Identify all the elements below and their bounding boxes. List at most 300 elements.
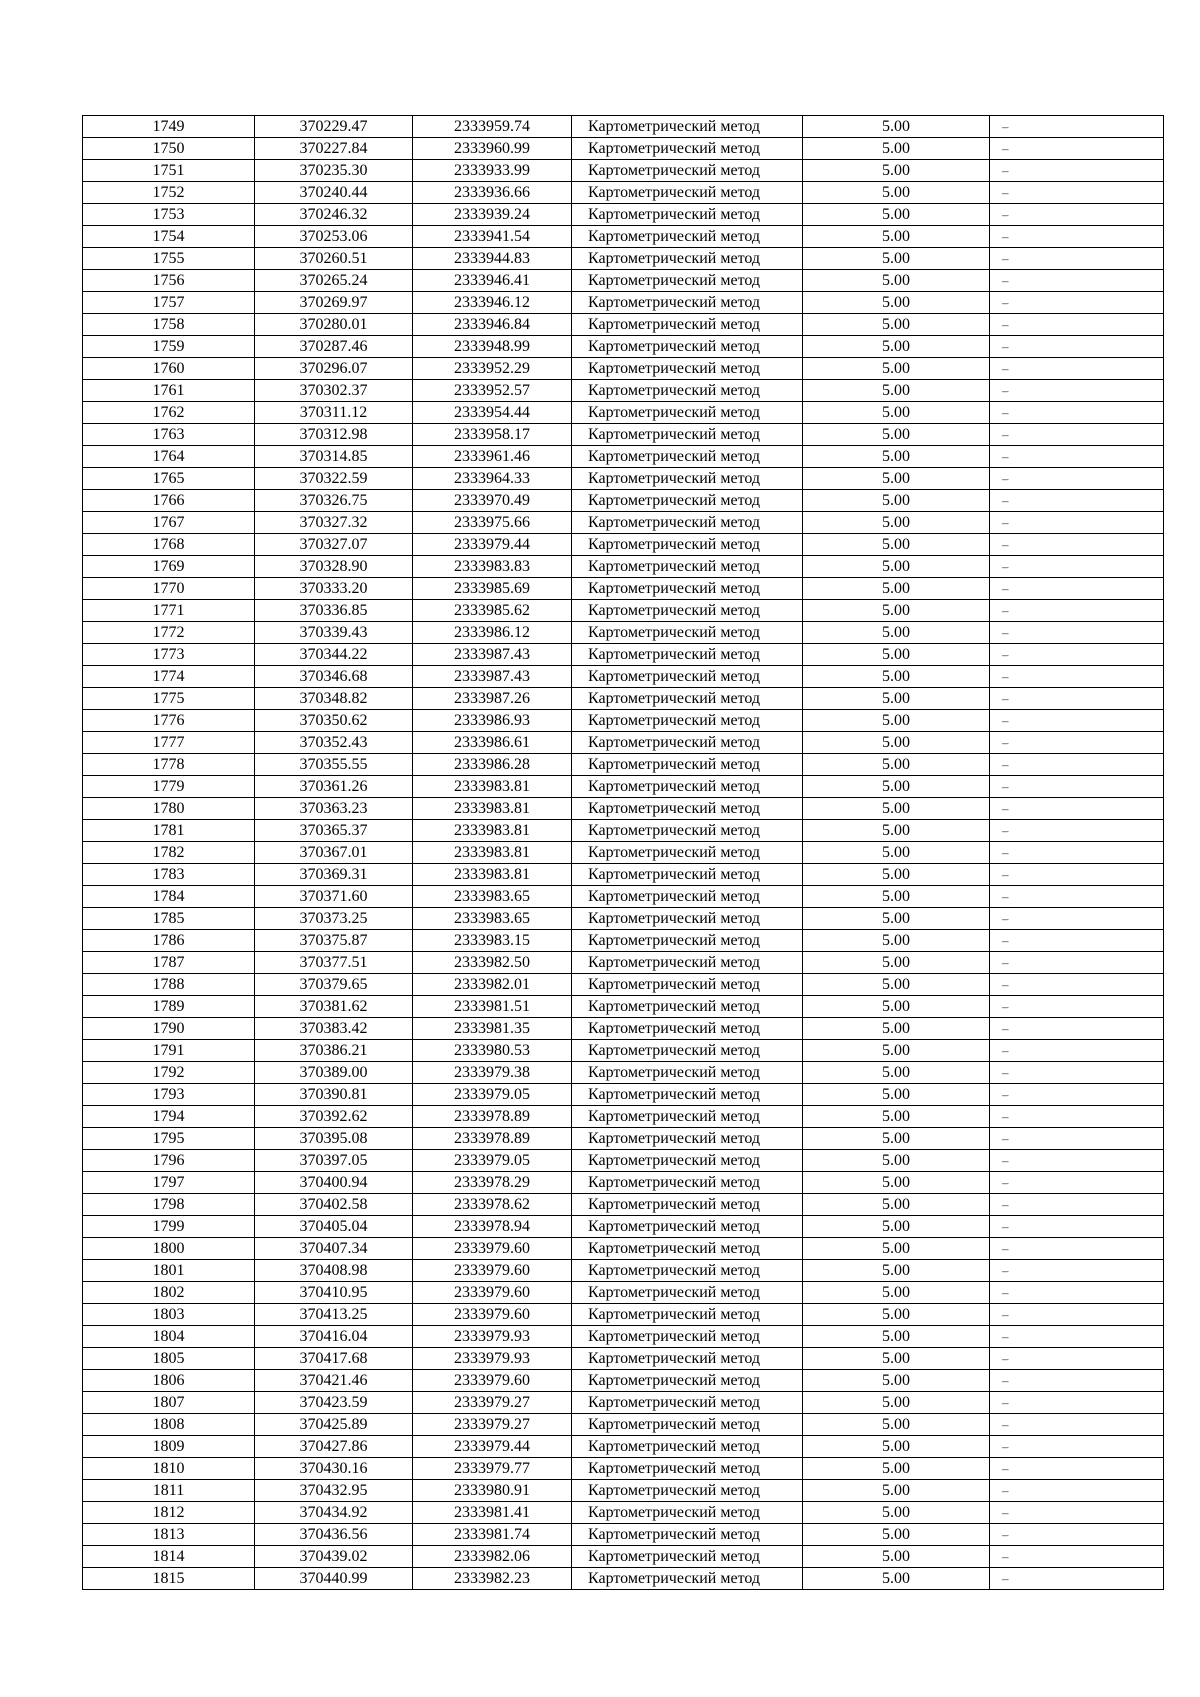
x-coordinate-cell: 370379.65 — [255, 974, 413, 996]
table-row — [83, 380, 1164, 402]
point-number-cell: 1787 — [83, 952, 255, 974]
accuracy-cell: 5.00 — [803, 1106, 990, 1128]
point-number-cell: 1784 — [83, 886, 255, 908]
table-row — [83, 1128, 1164, 1150]
y-coordinate-cell: 2333979.60 — [413, 1370, 572, 1392]
accuracy-cell: 5.00 — [803, 1480, 990, 1502]
table-row — [83, 1172, 1164, 1194]
accuracy-cell: 5.00 — [803, 1326, 990, 1348]
note-cell: – — [990, 776, 1164, 798]
y-coordinate-cell: 2333961.46 — [413, 446, 572, 468]
accuracy-cell: 5.00 — [803, 1524, 990, 1546]
point-number-cell: 1765 — [83, 468, 255, 490]
table-row — [83, 1304, 1164, 1326]
point-number-cell: 1777 — [83, 732, 255, 754]
method-cell: Картометрический метод — [572, 666, 803, 688]
x-coordinate-cell: 370328.90 — [255, 556, 413, 578]
point-number-cell: 1774 — [83, 666, 255, 688]
point-number-cell: 1800 — [83, 1238, 255, 1260]
note-cell: – — [990, 1392, 1164, 1414]
y-coordinate-cell: 2333978.94 — [413, 1216, 572, 1238]
method-cell: Картометрический метод — [572, 1238, 803, 1260]
x-coordinate-cell: 370363.23 — [255, 798, 413, 820]
point-number-cell: 1751 — [83, 160, 255, 182]
y-coordinate-cell: 2333986.93 — [413, 710, 572, 732]
method-cell: Картометрический метод — [572, 1260, 803, 1282]
x-coordinate-cell: 370392.62 — [255, 1106, 413, 1128]
accuracy-cell: 5.00 — [803, 1238, 990, 1260]
table-row — [83, 930, 1164, 952]
table-row — [83, 644, 1164, 666]
note-cell: – — [990, 600, 1164, 622]
accuracy-cell: 5.00 — [803, 1282, 990, 1304]
x-coordinate-cell: 370253.06 — [255, 226, 413, 248]
point-number-cell: 1767 — [83, 512, 255, 534]
point-number-cell: 1789 — [83, 996, 255, 1018]
y-coordinate-cell: 2333983.81 — [413, 864, 572, 886]
y-coordinate-cell: 2333982.01 — [413, 974, 572, 996]
x-coordinate-cell: 370407.34 — [255, 1238, 413, 1260]
point-number-cell: 1782 — [83, 842, 255, 864]
y-coordinate-cell: 2333975.66 — [413, 512, 572, 534]
method-cell: Картометрический метод — [572, 1546, 803, 1568]
accuracy-cell: 5.00 — [803, 204, 990, 226]
y-coordinate-cell: 2333941.54 — [413, 226, 572, 248]
note-cell: – — [990, 490, 1164, 512]
note-cell: – — [990, 1436, 1164, 1458]
note-cell: – — [990, 314, 1164, 336]
accuracy-cell: 5.00 — [803, 754, 990, 776]
accuracy-cell: 5.00 — [803, 358, 990, 380]
accuracy-cell: 5.00 — [803, 1436, 990, 1458]
table-row — [83, 1040, 1164, 1062]
table-row — [83, 1084, 1164, 1106]
table-row — [83, 1348, 1164, 1370]
accuracy-cell: 5.00 — [803, 1084, 990, 1106]
accuracy-cell: 5.00 — [803, 1062, 990, 1084]
point-number-cell: 1768 — [83, 534, 255, 556]
method-cell: Картометрический метод — [572, 1524, 803, 1546]
x-coordinate-cell: 370439.02 — [255, 1546, 413, 1568]
method-cell: Картометрический метод — [572, 512, 803, 534]
method-cell: Картометрический метод — [572, 182, 803, 204]
y-coordinate-cell: 2333954.44 — [413, 402, 572, 424]
note-cell: – — [990, 226, 1164, 248]
y-coordinate-cell: 2333946.84 — [413, 314, 572, 336]
x-coordinate-cell: 370408.98 — [255, 1260, 413, 1282]
x-coordinate-cell: 370327.07 — [255, 534, 413, 556]
point-number-cell: 1799 — [83, 1216, 255, 1238]
x-coordinate-cell: 370367.01 — [255, 842, 413, 864]
method-cell: Картометрический метод — [572, 864, 803, 886]
accuracy-cell: 5.00 — [803, 908, 990, 930]
y-coordinate-cell: 2333979.77 — [413, 1458, 572, 1480]
table-row — [83, 974, 1164, 996]
table-row — [83, 1546, 1164, 1568]
point-number-cell: 1757 — [83, 292, 255, 314]
table-row — [83, 1238, 1164, 1260]
method-cell: Картометрический метод — [572, 248, 803, 270]
method-cell: Картометрический метод — [572, 1282, 803, 1304]
method-cell: Картометрический метод — [572, 116, 803, 138]
point-number-cell: 1802 — [83, 1282, 255, 1304]
y-coordinate-cell: 2333952.57 — [413, 380, 572, 402]
accuracy-cell: 5.00 — [803, 270, 990, 292]
x-coordinate-cell: 370434.92 — [255, 1502, 413, 1524]
point-number-cell: 1810 — [83, 1458, 255, 1480]
note-cell: – — [990, 336, 1164, 358]
point-number-cell: 1770 — [83, 578, 255, 600]
x-coordinate-cell: 370287.46 — [255, 336, 413, 358]
y-coordinate-cell: 2333983.81 — [413, 798, 572, 820]
method-cell: Картометрический метод — [572, 446, 803, 468]
point-number-cell: 1808 — [83, 1414, 255, 1436]
y-coordinate-cell: 2333980.91 — [413, 1480, 572, 1502]
point-number-cell: 1807 — [83, 1392, 255, 1414]
point-number-cell: 1776 — [83, 710, 255, 732]
table-row — [83, 248, 1164, 270]
x-coordinate-cell: 370302.37 — [255, 380, 413, 402]
note-cell: – — [990, 424, 1164, 446]
note-cell: – — [990, 1172, 1164, 1194]
x-coordinate-cell: 370352.43 — [255, 732, 413, 754]
point-number-cell: 1803 — [83, 1304, 255, 1326]
table-row — [83, 842, 1164, 864]
point-number-cell: 1755 — [83, 248, 255, 270]
method-cell: Картометрический метод — [572, 1480, 803, 1502]
y-coordinate-cell: 2333982.50 — [413, 952, 572, 974]
table-row — [83, 666, 1164, 688]
x-coordinate-cell: 370371.60 — [255, 886, 413, 908]
method-cell: Картометрический метод — [572, 424, 803, 446]
note-cell: – — [990, 446, 1164, 468]
note-cell: – — [990, 1480, 1164, 1502]
accuracy-cell: 5.00 — [803, 974, 990, 996]
accuracy-cell: 5.00 — [803, 556, 990, 578]
point-number-cell: 1753 — [83, 204, 255, 226]
point-number-cell: 1783 — [83, 864, 255, 886]
y-coordinate-cell: 2333944.83 — [413, 248, 572, 270]
y-coordinate-cell: 2333979.27 — [413, 1414, 572, 1436]
note-cell: – — [990, 248, 1164, 270]
accuracy-cell: 5.00 — [803, 1172, 990, 1194]
accuracy-cell: 5.00 — [803, 1018, 990, 1040]
point-number-cell: 1750 — [83, 138, 255, 160]
x-coordinate-cell: 370269.97 — [255, 292, 413, 314]
table-row — [83, 1062, 1164, 1084]
accuracy-cell: 5.00 — [803, 644, 990, 666]
accuracy-cell: 5.00 — [803, 732, 990, 754]
accuracy-cell: 5.00 — [803, 182, 990, 204]
x-coordinate-cell: 370400.94 — [255, 1172, 413, 1194]
point-number-cell: 1812 — [83, 1502, 255, 1524]
point-number-cell: 1785 — [83, 908, 255, 930]
note-cell: – — [990, 952, 1164, 974]
x-coordinate-cell: 370296.07 — [255, 358, 413, 380]
table-row — [83, 534, 1164, 556]
accuracy-cell: 5.00 — [803, 1194, 990, 1216]
x-coordinate-cell: 370373.25 — [255, 908, 413, 930]
note-cell: – — [990, 512, 1164, 534]
note-cell: – — [990, 732, 1164, 754]
x-coordinate-cell: 370413.25 — [255, 1304, 413, 1326]
accuracy-cell: 5.00 — [803, 248, 990, 270]
table-row — [83, 776, 1164, 798]
accuracy-cell: 5.00 — [803, 1304, 990, 1326]
x-coordinate-cell: 370381.62 — [255, 996, 413, 1018]
table-row — [83, 402, 1164, 424]
point-number-cell: 1756 — [83, 270, 255, 292]
note-cell: – — [990, 1502, 1164, 1524]
table-row — [83, 754, 1164, 776]
coordinates-table — [82, 115, 1164, 1590]
point-number-cell: 1775 — [83, 688, 255, 710]
accuracy-cell: 5.00 — [803, 1568, 990, 1590]
x-coordinate-cell: 370395.08 — [255, 1128, 413, 1150]
method-cell: Картометрический метод — [572, 798, 803, 820]
x-coordinate-cell: 370369.31 — [255, 864, 413, 886]
accuracy-cell: 5.00 — [803, 534, 990, 556]
table-row — [83, 468, 1164, 490]
method-cell: Картометрический метод — [572, 578, 803, 600]
table-row — [83, 710, 1164, 732]
note-cell: – — [990, 1568, 1164, 1590]
note-cell: – — [990, 380, 1164, 402]
accuracy-cell: 5.00 — [803, 710, 990, 732]
method-cell: Картометрический метод — [572, 1018, 803, 1040]
accuracy-cell: 5.00 — [803, 578, 990, 600]
x-coordinate-cell: 370314.85 — [255, 446, 413, 468]
table-row — [83, 358, 1164, 380]
table-row — [83, 116, 1164, 138]
method-cell: Картометрический метод — [572, 908, 803, 930]
method-cell: Картометрический метод — [572, 336, 803, 358]
method-cell: Картометрический метод — [572, 842, 803, 864]
note-cell: – — [990, 534, 1164, 556]
method-cell: Картометрический метод — [572, 644, 803, 666]
y-coordinate-cell: 2333979.60 — [413, 1304, 572, 1326]
method-cell: Картометрический метод — [572, 1436, 803, 1458]
note-cell: – — [990, 1304, 1164, 1326]
table-row — [83, 820, 1164, 842]
note-cell: – — [990, 622, 1164, 644]
y-coordinate-cell: 2333979.44 — [413, 534, 572, 556]
x-coordinate-cell: 370227.84 — [255, 138, 413, 160]
method-cell: Картометрический метод — [572, 1172, 803, 1194]
point-number-cell: 1801 — [83, 1260, 255, 1282]
method-cell: Картометрический метод — [572, 1150, 803, 1172]
x-coordinate-cell: 370280.01 — [255, 314, 413, 336]
accuracy-cell: 5.00 — [803, 402, 990, 424]
accuracy-cell: 5.00 — [803, 776, 990, 798]
y-coordinate-cell: 2333970.49 — [413, 490, 572, 512]
y-coordinate-cell: 2333983.81 — [413, 776, 572, 798]
y-coordinate-cell: 2333948.99 — [413, 336, 572, 358]
x-coordinate-cell: 370240.44 — [255, 182, 413, 204]
method-cell: Картометрический метод — [572, 776, 803, 798]
method-cell: Картометрический метод — [572, 534, 803, 556]
note-cell: – — [990, 1150, 1164, 1172]
table-row — [83, 204, 1164, 226]
table-row — [83, 138, 1164, 160]
table-row — [83, 1480, 1164, 1502]
x-coordinate-cell: 370311.12 — [255, 402, 413, 424]
note-cell: – — [990, 1524, 1164, 1546]
note-cell: – — [990, 116, 1164, 138]
table-row — [83, 732, 1164, 754]
x-coordinate-cell: 370397.05 — [255, 1150, 413, 1172]
accuracy-cell: 5.00 — [803, 666, 990, 688]
x-coordinate-cell: 370346.68 — [255, 666, 413, 688]
table-row — [83, 578, 1164, 600]
x-coordinate-cell: 370355.55 — [255, 754, 413, 776]
x-coordinate-cell: 370312.98 — [255, 424, 413, 446]
y-coordinate-cell: 2333979.60 — [413, 1238, 572, 1260]
table-row — [83, 1018, 1164, 1040]
point-number-cell: 1772 — [83, 622, 255, 644]
y-coordinate-cell: 2333978.89 — [413, 1128, 572, 1150]
note-cell: – — [990, 1238, 1164, 1260]
x-coordinate-cell: 370440.99 — [255, 1568, 413, 1590]
table-row — [83, 292, 1164, 314]
y-coordinate-cell: 2333985.62 — [413, 600, 572, 622]
accuracy-cell: 5.00 — [803, 490, 990, 512]
accuracy-cell: 5.00 — [803, 930, 990, 952]
note-cell: – — [990, 204, 1164, 226]
x-coordinate-cell: 370326.75 — [255, 490, 413, 512]
point-number-cell: 1781 — [83, 820, 255, 842]
y-coordinate-cell: 2333933.99 — [413, 160, 572, 182]
point-number-cell: 1779 — [83, 776, 255, 798]
x-coordinate-cell: 370430.16 — [255, 1458, 413, 1480]
method-cell: Картометрический метод — [572, 930, 803, 952]
method-cell: Картометрический метод — [572, 1194, 803, 1216]
table-row — [83, 226, 1164, 248]
note-cell: – — [990, 358, 1164, 380]
point-number-cell: 1804 — [83, 1326, 255, 1348]
table-row — [83, 864, 1164, 886]
method-cell: Картометрический метод — [572, 952, 803, 974]
x-coordinate-cell: 370402.58 — [255, 1194, 413, 1216]
accuracy-cell: 5.00 — [803, 116, 990, 138]
x-coordinate-cell: 370350.62 — [255, 710, 413, 732]
method-cell: Картометрический метод — [572, 402, 803, 424]
table-row — [83, 270, 1164, 292]
x-coordinate-cell: 370322.59 — [255, 468, 413, 490]
table-row — [83, 908, 1164, 930]
x-coordinate-cell: 370344.22 — [255, 644, 413, 666]
point-number-cell: 1794 — [83, 1106, 255, 1128]
point-number-cell: 1796 — [83, 1150, 255, 1172]
accuracy-cell: 5.00 — [803, 1348, 990, 1370]
y-coordinate-cell: 2333946.12 — [413, 292, 572, 314]
method-cell: Картометрический метод — [572, 1370, 803, 1392]
y-coordinate-cell: 2333946.41 — [413, 270, 572, 292]
note-cell: – — [990, 556, 1164, 578]
point-number-cell: 1778 — [83, 754, 255, 776]
table-row — [83, 1216, 1164, 1238]
x-coordinate-cell: 370377.51 — [255, 952, 413, 974]
table-row — [83, 556, 1164, 578]
accuracy-cell: 5.00 — [803, 1458, 990, 1480]
y-coordinate-cell: 2333987.43 — [413, 666, 572, 688]
y-coordinate-cell: 2333986.28 — [413, 754, 572, 776]
x-coordinate-cell: 370336.85 — [255, 600, 413, 622]
method-cell: Картометрический метод — [572, 1568, 803, 1590]
method-cell: Картометрический метод — [572, 1392, 803, 1414]
note-cell: – — [990, 886, 1164, 908]
point-number-cell: 1811 — [83, 1480, 255, 1502]
method-cell: Картометрический метод — [572, 292, 803, 314]
method-cell: Картометрический метод — [572, 622, 803, 644]
accuracy-cell: 5.00 — [803, 380, 990, 402]
method-cell: Картометрический метод — [572, 1040, 803, 1062]
accuracy-cell: 5.00 — [803, 1128, 990, 1150]
note-cell: – — [990, 468, 1164, 490]
x-coordinate-cell: 370327.32 — [255, 512, 413, 534]
y-coordinate-cell: 2333979.60 — [413, 1282, 572, 1304]
x-coordinate-cell: 370425.89 — [255, 1414, 413, 1436]
note-cell: – — [990, 1084, 1164, 1106]
point-number-cell: 1792 — [83, 1062, 255, 1084]
y-coordinate-cell: 2333979.05 — [413, 1150, 572, 1172]
table-row — [83, 1414, 1164, 1436]
accuracy-cell: 5.00 — [803, 1502, 990, 1524]
accuracy-cell: 5.00 — [803, 1546, 990, 1568]
method-cell: Картометрический метод — [572, 1216, 803, 1238]
point-number-cell: 1814 — [83, 1546, 255, 1568]
accuracy-cell: 5.00 — [803, 468, 990, 490]
table-row — [83, 336, 1164, 358]
y-coordinate-cell: 2333979.93 — [413, 1348, 572, 1370]
note-cell: – — [990, 1062, 1164, 1084]
note-cell: – — [990, 1414, 1164, 1436]
method-cell: Картометрический метод — [572, 600, 803, 622]
point-number-cell: 1780 — [83, 798, 255, 820]
accuracy-cell: 5.00 — [803, 1260, 990, 1282]
table-row — [83, 512, 1164, 534]
point-number-cell: 1809 — [83, 1436, 255, 1458]
note-cell: – — [990, 666, 1164, 688]
method-cell: Картометрический метод — [572, 556, 803, 578]
table-row — [83, 1150, 1164, 1172]
accuracy-cell: 5.00 — [803, 1392, 990, 1414]
note-cell: – — [990, 1260, 1164, 1282]
y-coordinate-cell: 2333939.24 — [413, 204, 572, 226]
y-coordinate-cell: 2333964.33 — [413, 468, 572, 490]
accuracy-cell: 5.00 — [803, 446, 990, 468]
note-cell: – — [990, 160, 1164, 182]
y-coordinate-cell: 2333987.26 — [413, 688, 572, 710]
point-number-cell: 1762 — [83, 402, 255, 424]
point-number-cell: 1798 — [83, 1194, 255, 1216]
y-coordinate-cell: 2333986.12 — [413, 622, 572, 644]
y-coordinate-cell: 2333958.17 — [413, 424, 572, 446]
table-row — [83, 1392, 1164, 1414]
point-number-cell: 1773 — [83, 644, 255, 666]
table-row — [83, 798, 1164, 820]
note-cell: – — [990, 798, 1164, 820]
table-row — [83, 1568, 1164, 1590]
point-number-cell: 1764 — [83, 446, 255, 468]
table-row — [83, 446, 1164, 468]
x-coordinate-cell: 370436.56 — [255, 1524, 413, 1546]
note-cell: – — [990, 402, 1164, 424]
point-number-cell: 1759 — [83, 336, 255, 358]
table-row — [83, 424, 1164, 446]
y-coordinate-cell: 2333978.29 — [413, 1172, 572, 1194]
method-cell: Картометрический метод — [572, 754, 803, 776]
